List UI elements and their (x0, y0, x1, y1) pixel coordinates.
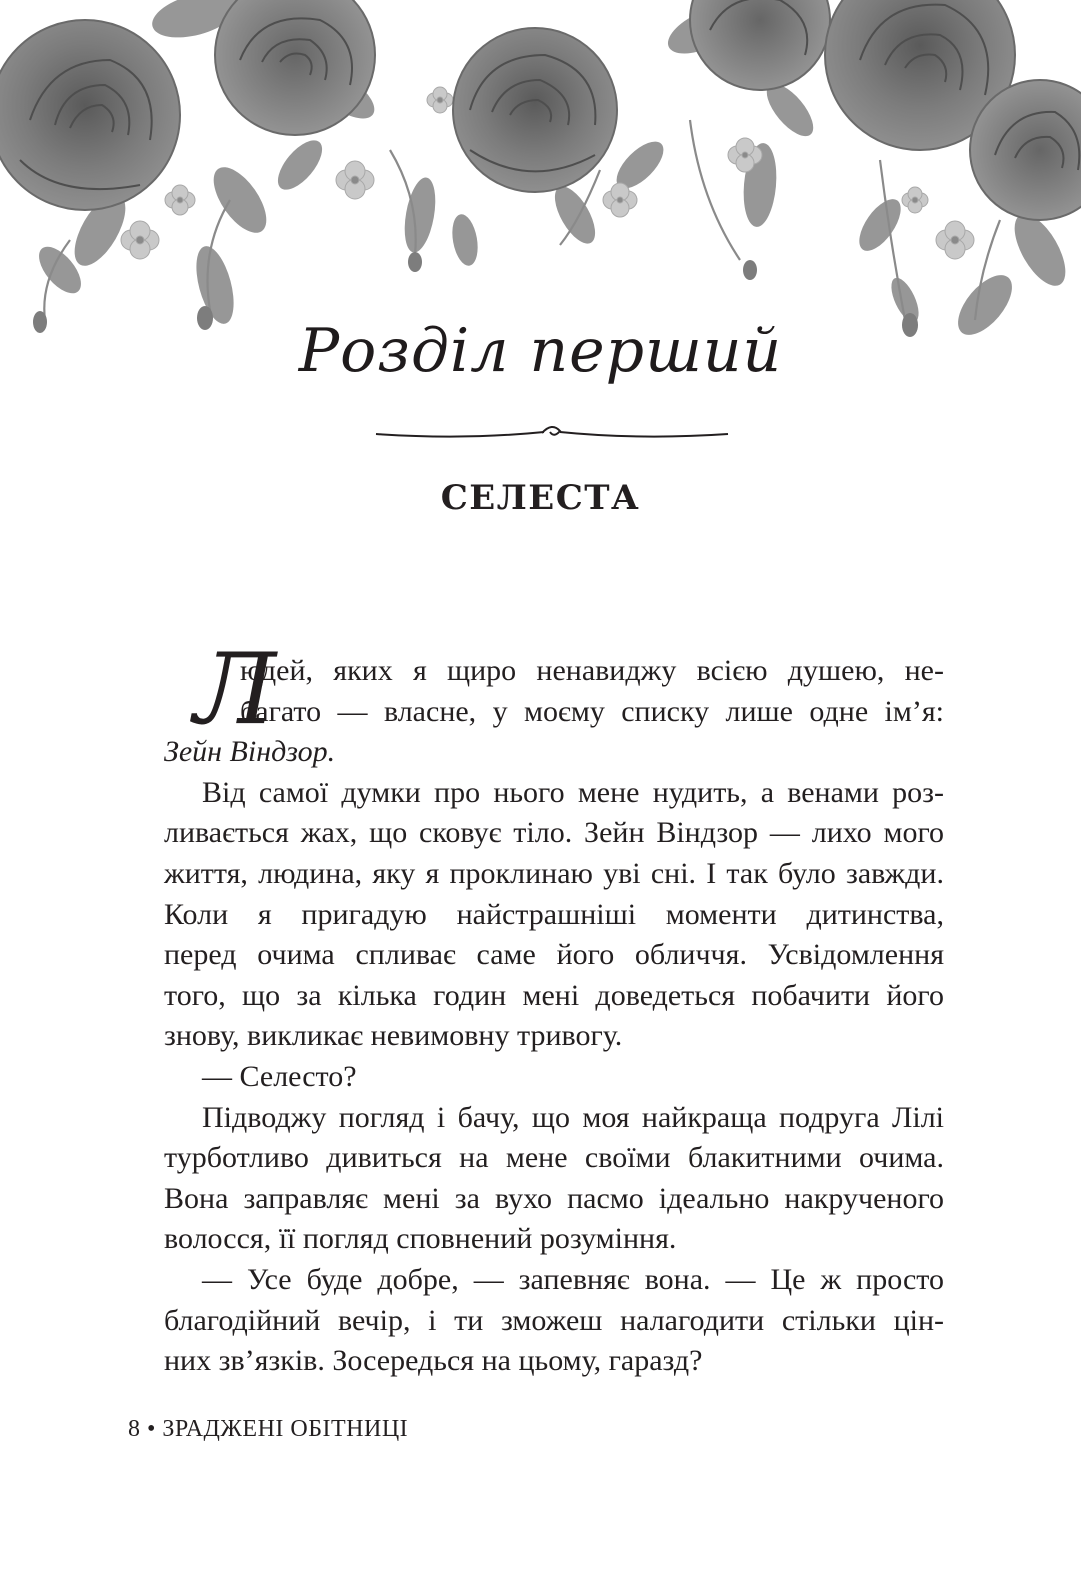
text-line: Вона заправляє мені за вухо пасмо ідеально накрученого (164, 1181, 944, 1215)
text-line: життя, людина, яку я проклинаю уві сні. І так було завжди. (164, 856, 944, 890)
page-footer (128, 1416, 408, 1443)
body-text (164, 651, 944, 1382)
text-line: Від самої думки про нього мене нудить, а венами роз- (202, 775, 944, 809)
text-line: багато — власне, у моєму списку лише одне ім’я: (240, 694, 944, 728)
text-line: перед очима спливає саме його обличчя. Усвідомлення (164, 938, 944, 972)
text-line: благодійний вечір, і ти зможеш налагодити стільки цін- (164, 1303, 944, 1337)
text-line: Коли я пригадую найстрашніші моменти дитинства, (164, 897, 944, 931)
text-line: — Селесто? (202, 1059, 357, 1093)
floral-header-illustration (0, 0, 1081, 340)
running-title: ЗРАДЖЕНІ ОБІТНИЦІ (162, 1416, 409, 1442)
chapter-heading: СЕЛЕСТА (440, 478, 641, 518)
text-line: Зейн Віндзор. (164, 735, 336, 769)
text-line: того, що за кілька годин мені доведеться побачити його (164, 978, 944, 1012)
chapter-title: Розділ перший (298, 316, 783, 386)
drop-cap: Л (194, 633, 276, 747)
title-divider-ornament (374, 414, 730, 444)
text-line: них зв’язків. Зосередься на цьому, гаразд? (164, 1344, 703, 1378)
text-line: турботливо дивиться на мене своїми блакитними очима. (164, 1141, 944, 1175)
text-line: — Усе буде добре, — запевняє вона. — Це ж просто (202, 1262, 944, 1296)
text-line: знову, викликає невимовну тривогу. (164, 1019, 623, 1053)
footer-separator: • (147, 1416, 156, 1442)
text-line: Підводжу погляд і бачу, що моя найкраща подруга Лілі (202, 1100, 944, 1134)
page-number: 8 (128, 1416, 141, 1442)
text-line: юдей, яких я щиро ненавиджу всією душею, не- (240, 654, 944, 687)
text-line: волосся, її погляд сповнений розуміння. (164, 1222, 677, 1256)
text-line: ливається жах, що сковує тіло. Зейн Віндзор — лихо мого (164, 816, 944, 850)
